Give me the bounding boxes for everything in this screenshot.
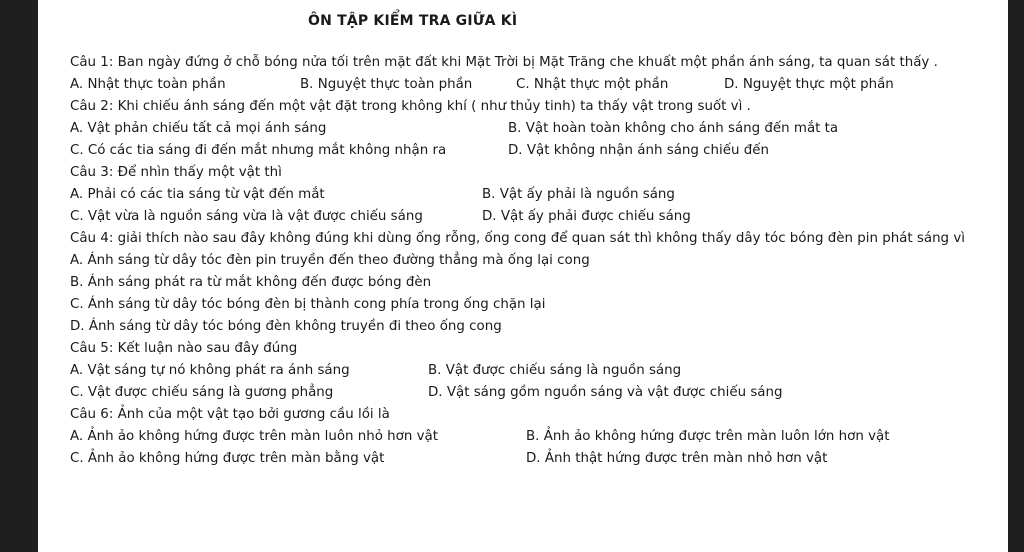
question-3-options-row-2 <box>70 206 968 228</box>
question-4-option-d: D. Ánh sáng từ dây tóc bóng đèn không truyền đi theo ống cong <box>70 319 502 334</box>
question-1-option-c: C. Nhật thực một phần <box>516 77 669 92</box>
question-4-option-a: A. Ánh sáng từ dây tóc đèn pin truyền đến theo đường thẳng mà ống lại cong <box>70 253 590 268</box>
question-2-option-a: A. Vật phản chiếu tất cả mọi ánh sáng <box>70 121 327 136</box>
question-3-options-row-1 <box>70 184 968 206</box>
question-4-option-b: B. Ánh sáng phát ra từ mắt không đến được bóng đèn <box>70 275 432 290</box>
question-5-option-d: D. Vật sáng gồm nguồn sáng và vật được chiếu sáng <box>428 385 783 400</box>
question-5-option-c: C. Vật được chiếu sáng là gương phẳng <box>70 385 334 400</box>
question-6-option-a: A. Ảnh ảo không hứng được trên màn luôn nhỏ hơn vật <box>70 429 438 444</box>
question-5-options-row-1 <box>70 360 968 382</box>
document-title: ÔN TẬP KIỂM TRA GIỮA KÌ <box>308 13 518 29</box>
question-6-options-row-2 <box>70 448 968 470</box>
question-2-options-row-2 <box>70 140 968 162</box>
question-6-options-row-1 <box>70 426 968 448</box>
question-3-text: Câu 3: Để nhìn thấy một vật thì <box>70 165 282 180</box>
document-page <box>38 0 1008 552</box>
question-5-options-row-2 <box>70 382 968 404</box>
question-6-option-d: D. Ảnh thật hứng được trên màn nhỏ hơn vật <box>526 451 828 466</box>
question-1-option-d: D. Nguyệt thực một phần <box>724 77 894 92</box>
question-1-text: Câu 1: Ban ngày đứng ở chỗ bóng nửa tối trên mặt đất khi Mặt Trời bị Mặt Trăng che khuất một phần ánh sáng, ta quan sát thấy . <box>70 55 938 70</box>
question-3-option-c: C. Vật vừa là nguồn sáng vừa là vật được chiếu sáng <box>70 209 423 224</box>
question-2-option-b: B. Vật hoàn toàn không cho ánh sáng đến mắt ta <box>508 121 839 136</box>
question-2-option-c: C. Có các tia sáng đi đến mắt nhưng mắt không nhận ra <box>70 143 447 158</box>
question-6-option-b: B. Ảnh ảo không hứng được trên màn luôn lớn hơn vật <box>526 429 890 444</box>
question-2-options-row-1 <box>70 118 968 140</box>
question-1-options <box>70 74 968 96</box>
question-2-text: Câu 2: Khi chiếu ánh sáng đến một vật đặt trong không khí ( như thủy tinh) ta thấy vật trong suốt vì . <box>70 99 751 114</box>
question-6-option-c: C. Ảnh ảo không hứng được trên màn bằng vật <box>70 451 385 466</box>
question-1-option-b: B. Nguyệt thực toàn phần <box>300 77 473 92</box>
question-1-option-a: A. Nhật thực toàn phần <box>70 77 226 92</box>
question-3-option-b: B. Vật ấy phải là nguồn sáng <box>482 187 675 202</box>
question-4-option-c: C. Ánh sáng từ dây tóc bóng đèn bị thành cong phía trong ống chặn lại <box>70 297 546 312</box>
question-3-option-d: D. Vật ấy phải được chiếu sáng <box>482 209 691 224</box>
question-6-text: Câu 6: Ảnh của một vật tạo bởi gương cầu lồi là <box>70 407 390 422</box>
question-list <box>70 52 968 470</box>
question-5-text: Câu 5: Kết luận nào sau đây đúng <box>70 341 298 356</box>
question-4-text: Câu 4: giải thích nào sau đây không đúng khi dùng ống rỗng, ống cong để quan sát thì không thấy dây tóc bóng đèn pin phát sáng vì <box>70 231 965 246</box>
right-dark-border <box>1008 0 1024 552</box>
left-dark-border <box>0 0 38 552</box>
question-5-option-a: A. Vật sáng tự nó không phát ra ánh sáng <box>70 363 350 378</box>
question-5-option-b: B. Vật được chiếu sáng là nguồn sáng <box>428 363 682 378</box>
question-3-option-a: A. Phải có các tia sáng từ vật đến mắt <box>70 187 325 202</box>
question-2-option-d: D. Vật không nhận ánh sáng chiếu đến <box>508 143 769 158</box>
